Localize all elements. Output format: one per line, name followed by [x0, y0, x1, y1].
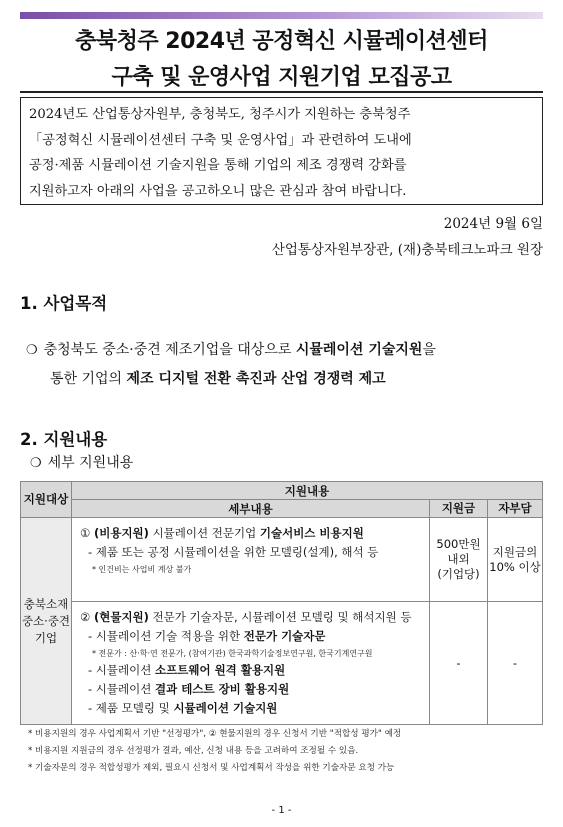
title-underline [20, 91, 543, 93]
intro-box [20, 97, 543, 205]
amount-line: 내외 [447, 552, 470, 566]
target-cell [21, 518, 72, 725]
detail-cost-support [72, 518, 430, 602]
support-table [20, 481, 543, 725]
page-title-line1: 충북청주 2024년 공정혁신 시뮬레이션센터 [75, 29, 488, 54]
bullet-icon: ❍ [30, 456, 42, 471]
announcement-date: 2024년 9월 6일 [443, 216, 543, 232]
target-line: 중소·중견 [21, 613, 71, 628]
detail-item: - 제품 모델링 및 [88, 701, 174, 715]
footnotes [28, 726, 548, 777]
amount-line: (기업당) [437, 567, 480, 581]
section-2-sub [30, 452, 133, 472]
amount-line: 500만원 [436, 537, 481, 551]
self-pay-line: 지원금의 [492, 544, 538, 559]
sub-heading-text: 세부 지원내용 [47, 455, 134, 471]
detail-note: * 전문가 : 산·학·연 전문가, (참여기관) 한국과학기술정보연구원, 한국기계연구원 [92, 649, 373, 658]
detail-item: - 제품 또는 공정 시뮬레이션을 위한 모델링(설계), 해석 등 [88, 545, 379, 559]
support-type: (비용지원) [93, 526, 149, 540]
purpose-text: 충청북도 중소·중견 제조기업을 대상으로 [43, 342, 296, 358]
detail-item: - 시뮬레이션 [88, 682, 156, 696]
detail-item-bold: 소프트웨어 원격 활용지원 [155, 663, 286, 677]
header-target: 지원대상 [21, 482, 72, 518]
detail-note: * 인건비는 사업비 계상 불가 [92, 565, 192, 574]
support-desc-bold: 기술서비스 비용지원 [259, 526, 364, 540]
intro-line: 「공정혁신 시뮬레이션센터 구축 및 운영사업」과 관련하여 도내에 [29, 132, 412, 148]
item-number: ① [80, 526, 91, 540]
header-detail: 세부내용 [72, 500, 430, 518]
issuer: 산업통상자원부장관, (재)충북테크노파크 원장 [271, 242, 543, 258]
intro-line: 2024년도 산업통상자원부, 충청북도, 청주시가 지원하는 충북청주 [29, 107, 411, 122]
self-pay-cell: - [488, 602, 543, 725]
footnote: * 기술자문의 경우 적합성평가 제외, 필요시 신청서 및 사업계획서 작성을 위한 기술자문 요청 가능 [28, 763, 395, 773]
purpose-bold-2: 제조 디지털 전환 촉진과 산업 경쟁력 제고 [126, 371, 386, 387]
self-pay-cell [488, 518, 543, 602]
purpose-text-2: 통한 기업의 [50, 371, 127, 387]
item-number: ② [80, 610, 91, 624]
detail-item-bold: 시뮬레이션 기술지원 [173, 701, 278, 715]
bullet-icon: ❍ [26, 343, 38, 358]
detail-inkind-support [72, 602, 430, 725]
header-amount: 지원금 [430, 500, 488, 518]
detail-item: - 시뮬레이션 [88, 663, 156, 677]
target-line: 충북소재 [23, 596, 69, 611]
detail-item-bold: 결과 테스트 장비 활용지원 [155, 682, 290, 696]
amount-cell [430, 518, 488, 602]
section-1-body [26, 336, 546, 394]
footnote: * 비용지원의 경우 사업계획서 기반 "선정평가", ② 현물지원의 경우 신청서 기반 "적합성 평가" 예정 [28, 729, 402, 739]
footnote: * 비용지원 지원금의 경우 선정평가 결과, 예산, 신청 내용 등을 고려하여 조정될 수 있음. [28, 746, 359, 756]
support-type: (현물지원) [93, 610, 149, 624]
header-content: 지원내용 [72, 482, 543, 500]
target-line: 기업 [34, 630, 58, 645]
self-pay-line: 10% 이상 [489, 559, 541, 574]
header-self: 자부담 [488, 500, 543, 518]
page-number: - 1 - [271, 805, 292, 816]
purpose-bold: 시뮬레이션 기술지원 [295, 342, 423, 358]
title-decoration-bar [20, 12, 543, 19]
amount-cell: - [430, 602, 488, 725]
intro-line: 공정·제품 시뮬레이션 기술지원을 통해 기업의 제조 경쟁력 강화를 [29, 158, 407, 173]
purpose-text-end: 을 [422, 342, 436, 358]
support-desc: 시뮬레이션 전문기업 [148, 526, 260, 540]
detail-item: - 시뮬레이션 기술 적용을 위한 [88, 629, 244, 643]
support-desc: 전문가 기술자문, 시뮬레이션 모델링 및 해석지원 등 [148, 610, 412, 624]
section-1-heading: 1. 사업목적 [20, 294, 108, 313]
page-title-line2: 구축 및 운영사업 지원기업 모집공고 [111, 65, 452, 90]
intro-line: 지원하고자 아래의 사업을 공고하오니 많은 관심과 참여 바랍니다. [29, 183, 407, 199]
section-2-heading: 2. 지원내용 [20, 430, 108, 449]
detail-item-bold: 전문가 기술자문 [243, 629, 326, 643]
